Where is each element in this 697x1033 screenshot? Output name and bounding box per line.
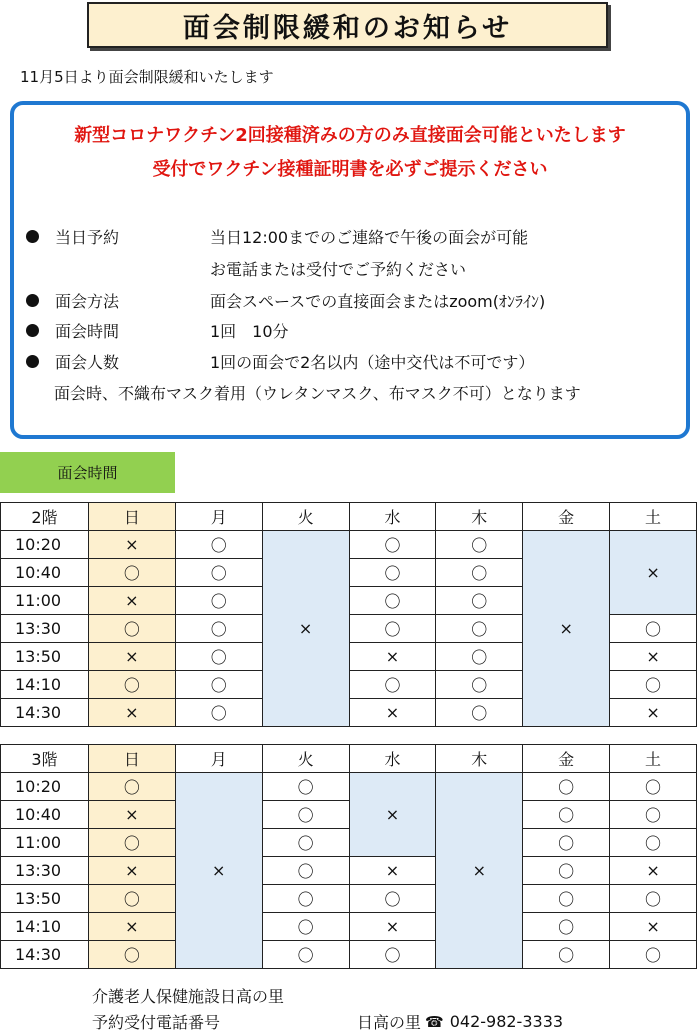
table-row: 13:50 〇 〇 〇 〇 〇: [1, 885, 697, 913]
table-header-row: [1, 503, 697, 531]
phone-prefix: 日高の里: [357, 1013, 422, 1032]
table-row: 14:30 × 〇 × 〇 ×: [1, 699, 697, 727]
day-header: 土: [610, 745, 697, 773]
facility-name: 介護老人保健施設日高の里: [92, 987, 285, 1006]
closed-wed-morning: ×: [349, 773, 436, 857]
phone-icon: ☎: [425, 1012, 444, 1031]
closed-tue: ×: [262, 531, 349, 727]
intro-text: 11月5日より面会制限緩和いたします: [20, 68, 274, 86]
day-header: 金: [523, 503, 610, 531]
closed-fri: ×: [523, 531, 610, 727]
table-row: 10:20 × 〇 × 〇 〇 × ×: [1, 531, 697, 559]
schedule-table-floor2: [0, 502, 697, 727]
day-header: 火: [262, 503, 349, 531]
closed-thu: ×: [436, 773, 523, 969]
day-header: 火: [262, 745, 349, 773]
table-row: 13:30 〇 〇 〇 〇 〇: [1, 615, 697, 643]
day-header: 月: [175, 503, 262, 531]
bullet-icon: [26, 324, 39, 337]
table-row: 13:50 × 〇 × 〇 ×: [1, 643, 697, 671]
table-row: 14:10 × 〇 × 〇 ×: [1, 913, 697, 941]
bullet-icon: [26, 294, 39, 307]
people-value: 1回の面会で2名以内（途中交代は不可です）: [210, 353, 535, 372]
table-row: 11:00 × 〇 〇 〇: [1, 587, 697, 615]
day-header: 金: [523, 745, 610, 773]
bullet-icon: [26, 355, 39, 368]
same-day-value2: お電話または受付でご予約ください: [210, 260, 467, 279]
bullet-duration: 面会時間: [26, 319, 205, 342]
table-row: 10:40 〇 〇 〇 〇: [1, 559, 697, 587]
bullet-method: 面会方法: [26, 289, 205, 312]
table-row: 13:30 × 〇 × 〇 ×: [1, 857, 697, 885]
mask-note: 面会時、不織布マスク着用（ウレタンマスク、布マスク不可）となります: [54, 384, 581, 403]
day-header: 日: [88, 503, 175, 531]
section-label: 面会時間: [0, 452, 175, 493]
notice-box: [10, 101, 690, 439]
reservation-label: 予約受付電話番号: [92, 1013, 221, 1032]
table-row: 10:20 〇 × 〇 × × 〇 〇: [1, 773, 697, 801]
bullet-same-day: 当日予約: [26, 225, 205, 248]
table-row: 10:40 × 〇 〇 〇: [1, 801, 697, 829]
floor-label: 3階: [1, 745, 89, 773]
schedule-table-floor3: [0, 744, 697, 969]
phone-number[interactable]: 042-982-3333: [449, 1012, 564, 1031]
same-day-value: 当日12:00までのご連絡で午後の面会が可能: [210, 228, 529, 247]
page-title: 面会制限緩和のお知らせ: [87, 2, 608, 48]
floor-label: 2階: [1, 503, 89, 531]
phone-line: [357, 1010, 563, 1033]
closed-mon: ×: [175, 773, 262, 969]
day-header: 木: [436, 745, 523, 773]
vaccine-requirement: 新型コロナワクチン2回接種済みの方のみ直接面会可能といたします: [74, 125, 626, 146]
certificate-requirement: 受付でワクチン接種証明書を必ずご提示ください: [152, 159, 548, 180]
bullet-icon: [26, 230, 39, 243]
day-header: 水: [349, 745, 436, 773]
table-row: 11:00 〇 〇 〇 〇: [1, 829, 697, 857]
day-header: 土: [610, 503, 697, 531]
day-header: 木: [436, 503, 523, 531]
duration-value: 1回 10分: [210, 322, 289, 341]
table-row: 14:10 〇 〇 〇 〇 〇: [1, 671, 697, 699]
method-value: 面会スペースでの直接面会またはzoom(ｵﾝﾗｲﾝ): [210, 292, 546, 311]
day-header: 月: [175, 745, 262, 773]
day-header: 日: [88, 745, 175, 773]
bullet-people: 面会人数: [26, 350, 205, 373]
table-header-row: [1, 745, 697, 773]
table-row: 14:30 〇 〇 〇 〇 〇: [1, 941, 697, 969]
closed-sat-morning: ×: [610, 531, 697, 615]
day-header: 水: [349, 503, 436, 531]
